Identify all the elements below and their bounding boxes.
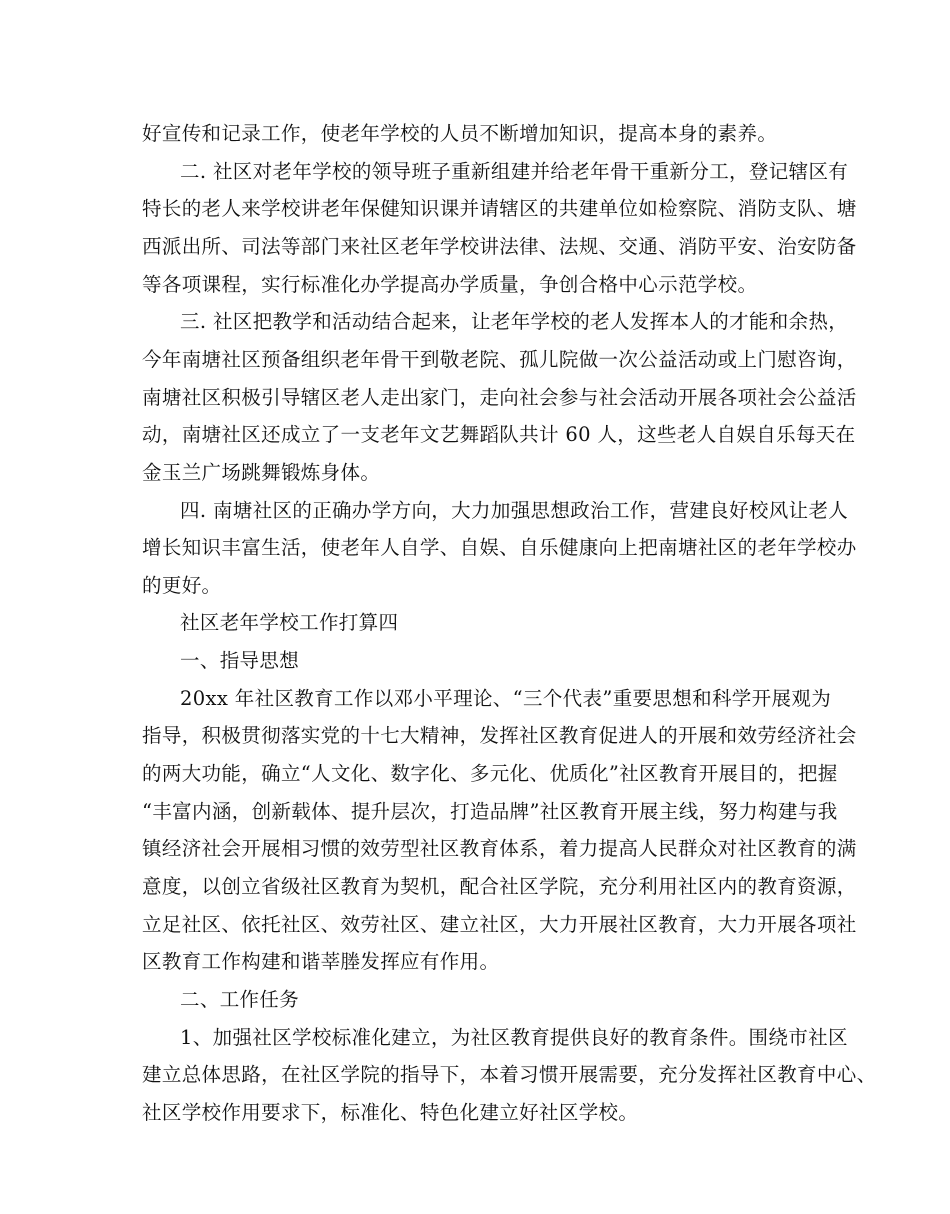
text-line: 建立总体思路，在社区学院的指导下，本着习惯开展需要，充分发挥社区教育中心、 <box>142 1063 877 1086</box>
text-line: 增长知识丰富生活，使老年人自学、自娱、自乐健康向上把南塘社区的老年学校办 <box>142 536 857 559</box>
text-line: 好宣传和记录工作，使老年学校的人员不断增加知识，提高本身的素养。 <box>142 122 778 145</box>
paragraph-start-line: 1、加强社区学校标准化建立，为社区教育提供良好的教育条件。围绕市社区 <box>180 1026 848 1049</box>
paragraph-start-line: 四. 南塘社区的正确办学方向，大力加强思想政治工作，营建良好校风让老人 <box>180 499 849 522</box>
text-line: 西派出所、司法等部门来社区老年学校讲法律、法规、交通、消防平安、治安防备 <box>142 235 857 258</box>
text-line: 今年南塘社区预备组织老年骨干到敬老院、孤儿院做一次公益活动或上门慰咨询， <box>142 348 857 371</box>
text-line: 特长的老人来学校讲老年保健知识课并请辖区的共建单位如检察院、消防支队、塘 <box>142 197 857 220</box>
text-line: 金玉兰广场跳舞锻炼身体。 <box>142 461 381 484</box>
text-line: 的更好。 <box>142 574 222 597</box>
text-line: 动，南塘社区还成立了一支老年文艺舞蹈队共计 60 人，这些老人自娱自乐每天在 <box>142 423 856 446</box>
paragraph-start-line: 20xx 年社区教育工作以邓小平理论、“三个代表”重要思想和科学开展观为 <box>180 687 832 710</box>
paragraph-start-line: 二. 社区对老年学校的领导班子重新组建并给老年骨干重新分工，登记辖区有 <box>180 160 849 183</box>
section-heading: 一、指导思想 <box>180 649 300 672</box>
text-line: 社区学校作用要求下，标准化、特色化建立好社区学校。 <box>142 1101 639 1124</box>
text-line: 南塘社区积极引导辖区老人走出家门，走向社会参与社会活动开展各项社会公益活 <box>142 386 857 409</box>
text-line: “丰富内涵，创新载体、提升层次，打造品牌”社区教育开展主线，努力构建与我 <box>142 800 838 823</box>
text-line: 指导，积极贯彻落实党的十七大精神，发挥社区教育促进人的开展和效劳经济社会 <box>142 724 857 747</box>
paragraph-start-line: 三. 社区把教学和活动结合起来，让老年学校的老人发挥本人的才能和余热， <box>180 310 849 333</box>
text-line: 区教育工作构建和谐莘塍发挥应有作用。 <box>142 950 500 973</box>
section-title: 社区老年学校工作打算四 <box>180 611 399 634</box>
text-line: 立足社区、依托社区、效劳社区、建立社区，大力开展社区教育，大力开展各项社 <box>142 913 857 936</box>
text-line: 的两大功能，确立“人文化、数字化、多元化、优质化”社区教育开展目的，把握 <box>142 762 838 785</box>
text-line: 意度，以创立省级社区教育为契机，配合社区学院，充分利用社区内的教育资源， <box>142 875 857 898</box>
text-line: 镇经济社会开展相习惯的效劳型社区教育体系，着力提高人民群众对社区教育的满 <box>142 837 857 860</box>
section-heading: 二、工作任务 <box>180 988 300 1011</box>
text-line: 等各项课程，实行标准化办学提高办学质量，争创合格中心示范学校。 <box>142 273 758 296</box>
